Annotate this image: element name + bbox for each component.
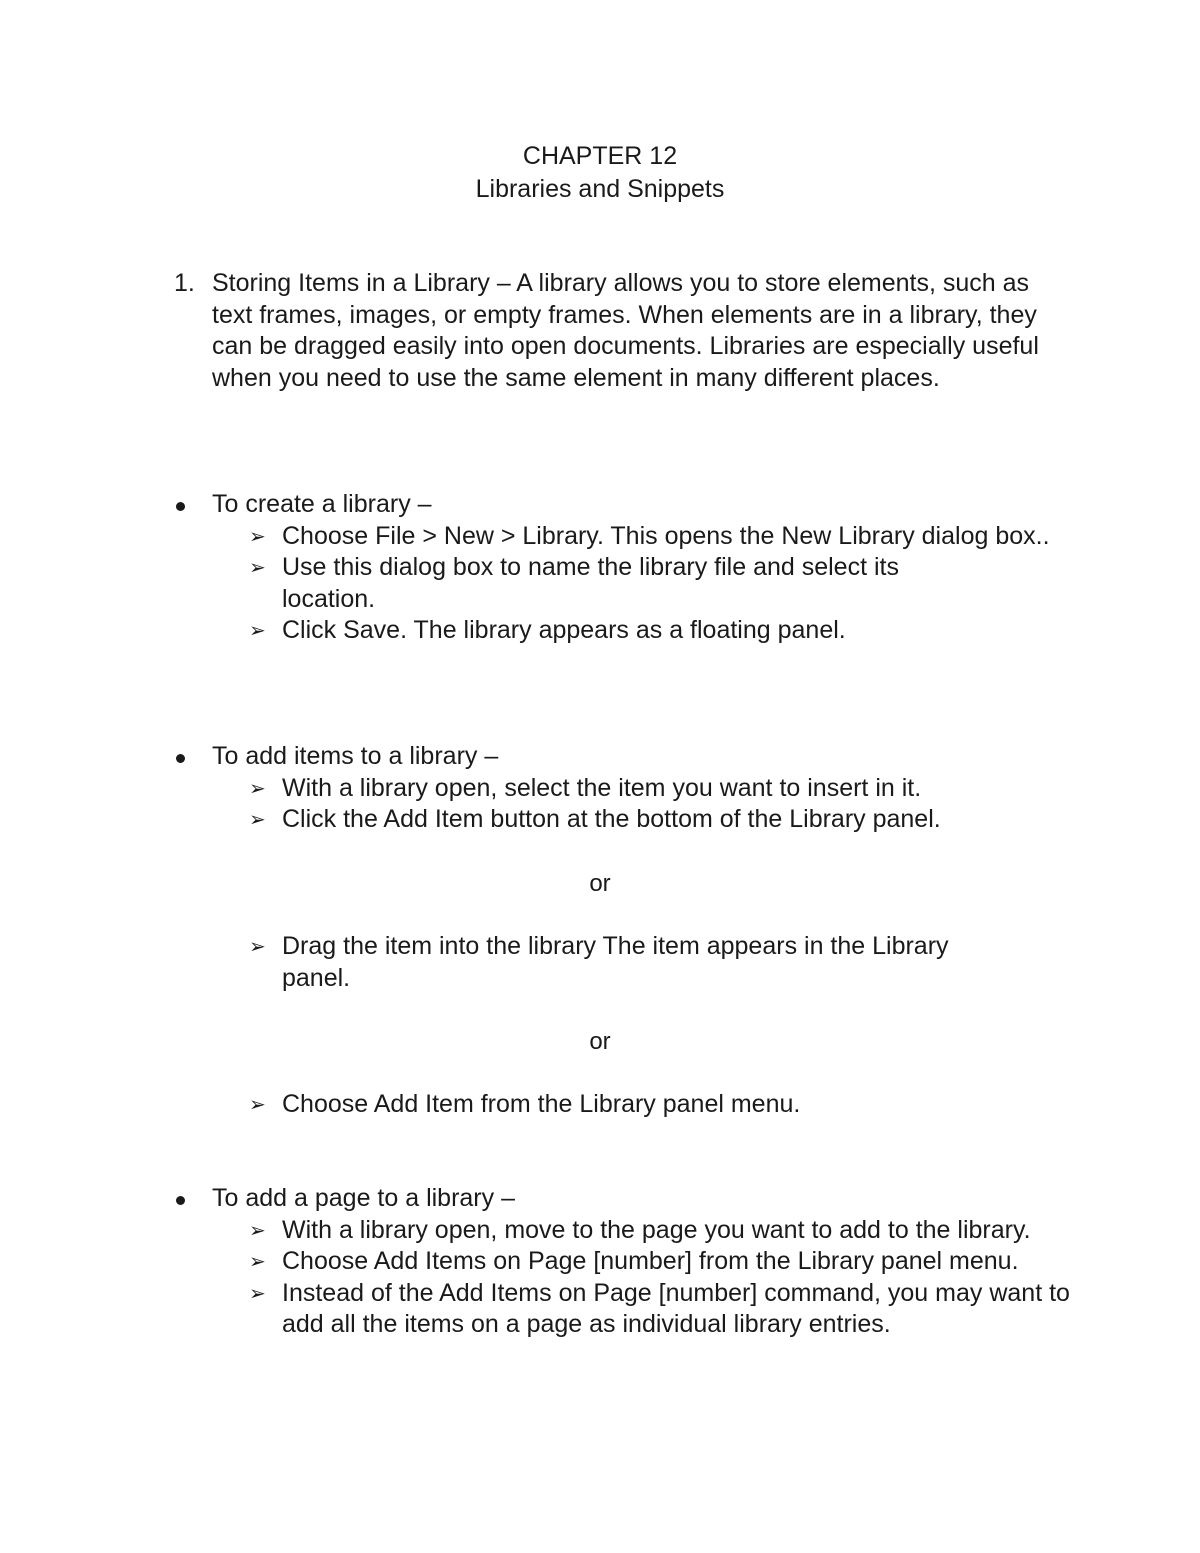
list-item — [174, 804, 1074, 836]
section-add-items — [174, 741, 1074, 836]
step-text: Choose File > New > Library. This opens the New Library dialog box.. — [282, 521, 1050, 550]
list-item — [174, 773, 1074, 805]
step-text: Use this dialog box to name the library file and select its location. — [282, 553, 899, 613]
bullet-icon — [176, 1196, 185, 1205]
arrow-bullet-icon: ➢ — [249, 523, 266, 548]
bullet-icon — [176, 502, 185, 511]
step-text: Choose Add Items on Page [number] from the Library panel menu. — [282, 1247, 1019, 1275]
list-item — [174, 1215, 1074, 1247]
step-text: Choose Add Item from the Library panel menu. — [282, 1090, 801, 1118]
chapter-heading: CHAPTER 12 — [522, 142, 678, 170]
arrow-bullet-icon: ➢ — [249, 1092, 266, 1116]
or-separator: or — [589, 870, 611, 897]
numbered-item-1 — [174, 268, 1074, 394]
bullet-create-library — [174, 489, 1074, 521]
section-create-library — [174, 489, 1074, 647]
bullet-icon — [176, 754, 185, 763]
bullet-add-items — [174, 741, 1074, 773]
step-text: With a library open, select the item you want to insert in it. — [282, 773, 922, 802]
list-item — [174, 1278, 1074, 1341]
arrow-bullet-icon: ➢ — [249, 618, 266, 642]
arrow-bullet-icon: ➢ — [249, 555, 266, 579]
list-item — [174, 552, 1074, 615]
arrow-bullet-icon: ➢ — [249, 775, 266, 800]
step-text: Instead of the Add Items on Page [number] command, you may want to add all the items on a page as individual library entries. — [282, 1278, 1070, 1338]
bullet-heading: To add a page to a library – — [212, 1184, 515, 1212]
step-text: Click the Add Item button at the bottom of the Library panel. — [282, 805, 941, 833]
list-item — [174, 1246, 1074, 1278]
chapter-title: Libraries and Snippets — [475, 175, 725, 203]
list-item — [174, 615, 1074, 647]
arrow-bullet-icon: ➢ — [249, 1249, 266, 1273]
section-add-page — [174, 1183, 1074, 1341]
bullet-heading: To add items to a library – — [212, 742, 499, 770]
arrow-bullet-icon: ➢ — [249, 934, 266, 958]
title-block — [0, 140, 1200, 206]
section-drag-step — [174, 931, 1074, 994]
item-text: Storing Items in a Library – A library allows you to store elements, such as text frames, images, or empty frames. When elements are in a library, they can be dragged easily into open documents. Libraries are especially useful when you need to use the same element in many different places. — [212, 269, 1039, 392]
arrow-bullet-icon: ➢ — [249, 1280, 266, 1305]
item-number: 1. — [174, 269, 195, 297]
section-menu-step — [174, 1089, 1074, 1121]
step-text: With a library open, move to the page you want to add to the library. — [282, 1215, 1031, 1244]
list-item — [174, 931, 1074, 994]
step-text: Click Save. The library appears as a floating panel. — [282, 616, 846, 644]
bullet-heading: To create a library – — [212, 490, 432, 518]
bullet-add-page — [174, 1183, 1074, 1215]
list-item — [174, 521, 1074, 553]
arrow-bullet-icon: ➢ — [249, 807, 266, 831]
arrow-bullet-icon: ➢ — [249, 1217, 266, 1242]
or-separator: or — [589, 1028, 611, 1055]
step-text: Drag the item into the library The item appears in the Library panel. — [282, 932, 949, 992]
list-item — [174, 1089, 1074, 1121]
